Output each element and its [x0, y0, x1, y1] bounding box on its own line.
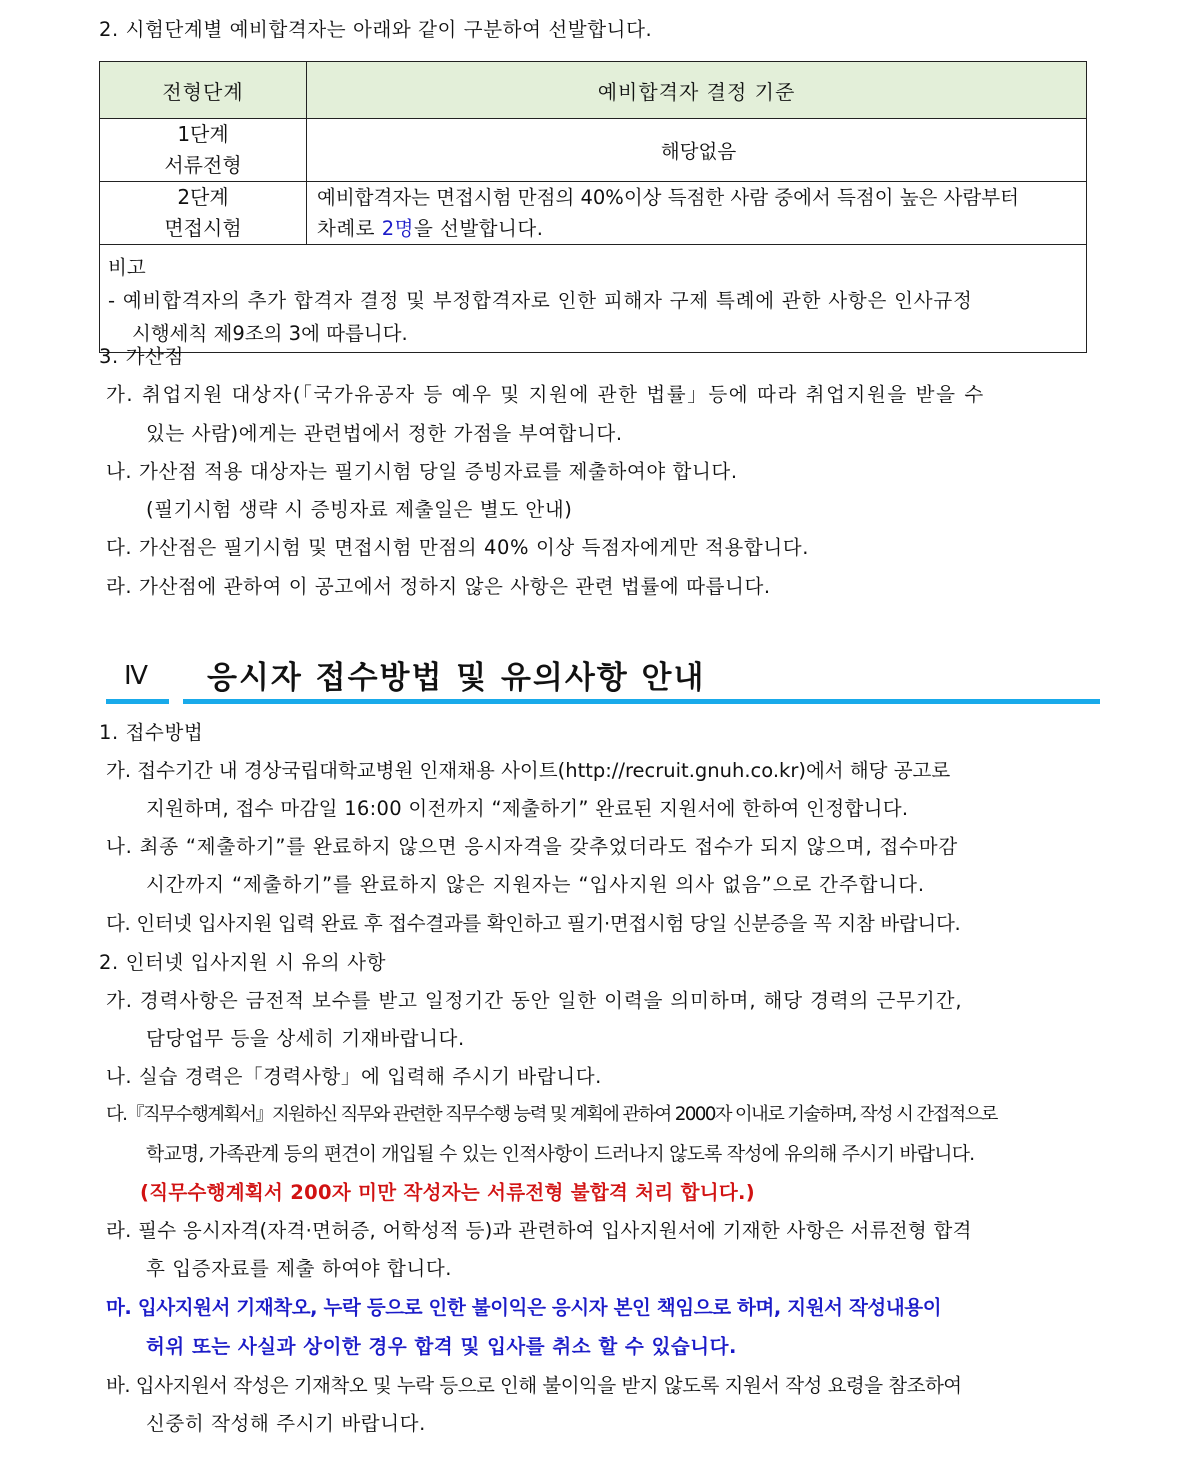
method-na-cont: 시간까지 “제출하기”를 완료하지 않은 지원자는 “입사지원 의사 없음”으로 간주합니다. — [146, 873, 925, 896]
criteria-text: 을 선발합니다. — [413, 217, 544, 240]
cautions-ma-cont: 허위 또는 사실과 상이한 경우 합격 및 입사를 취소 할 수 있습니다. — [146, 1335, 737, 1358]
table-row — [100, 119, 1087, 182]
method-heading: 1. 접수방법 — [99, 721, 204, 744]
stage-number: 2단계 — [177, 185, 229, 209]
bonus-ga: 가. 취업지원 대상자(「국가유공자 등 예우 및 지원에 관한 법률」등에 따라 취업지원을 받을 수 — [106, 383, 985, 406]
method-ga: 가. 접수기간 내 경상국립대학교병원 인재채용 사이트(http://recruit.gnuh.co.kr)에서 해당 공고로 — [106, 759, 951, 782]
stage-name: 면접시험 — [164, 216, 242, 240]
bonus-na: 나. 가산점 적용 대상자는 필기시험 당일 증빙자료를 제출하여야 합니다. — [106, 460, 738, 483]
method-na: 나. 최종 “제출하기”를 완료하지 않으면 응시자격을 갖추었더라도 접수가 되지 않으며, 접수마감 — [106, 835, 958, 858]
section-title: 응시자 접수방법 및 유의사항 안내 — [207, 660, 706, 696]
method-da: 다. 인터넷 입사지원 입력 완료 후 접수결과를 확인하고 필기·면접시험 당일 신분증을 꼭 지참 바랍니다. — [106, 912, 961, 935]
section-bar-left — [106, 699, 169, 704]
stage-number: 1단계 — [177, 122, 229, 146]
table-header-row — [100, 62, 1087, 119]
note-line: - 예비합격자의 추가 합격자 결정 및 부정합격자로 인한 피해자 구제 특례에 관한 사항은 인사규정 — [108, 289, 973, 312]
cautions-da: 다.『직무수행계획서』지원하신 직무와 관련한 직무수행 능력 및 계획에 관하여 2000자 이내로 기술하며, 작성 시 간접적으로 — [106, 1104, 997, 1125]
criteria-line: 예비합격자는 면접시험 만점의 40%이상 득점한 사람 중에서 득점이 높은 사람부터 — [317, 186, 1019, 209]
bonus-ga-cont: 있는 사람)에게는 관련법에서 정한 가점을 부여합니다. — [146, 422, 623, 445]
note-title: 비고 — [108, 256, 146, 279]
bonus-na-cont: (필기시험 생략 시 증빙자료 제출일은 별도 안내) — [146, 498, 573, 521]
cautions-da-cont: 학교명, 가족관계 등의 편견이 개입될 수 있는 인적사항이 드러나지 않도록 작성에 유의해 주시기 바랍니다. — [146, 1143, 975, 1165]
reserve-selection-heading: 2. 시험단계별 예비합격자는 아래와 같이 구분하여 선발합니다. — [99, 18, 653, 41]
header-criteria: 예비합격자 결정 기준 — [307, 62, 1087, 119]
cautions-ba-cont: 신중히 작성해 주시기 바랍니다. — [146, 1412, 426, 1435]
section-number: Ⅳ — [124, 661, 150, 691]
cautions-heading: 2. 인터넷 입사지원 시 유의 사항 — [99, 951, 387, 974]
stage-cell — [100, 182, 307, 245]
reserve-criteria-table — [99, 61, 1087, 353]
bonus-ra: 라. 가산점에 관하여 이 공고에서 정하지 않은 사항은 관련 법률에 따릅니다. — [106, 575, 771, 598]
cautions-na: 나. 실습 경력은「경력사항」에 입력해 주시기 바랍니다. — [106, 1065, 602, 1088]
cautions-ba: 바. 입사지원서 작성은 기재착오 및 누락 등으로 인해 불이익을 받지 않도록 지원서 작성 요령을 참조하여 — [106, 1374, 962, 1397]
bonus-da: 다. 가산점은 필기시험 및 면접시험 만점의 40% 이상 득점자에게만 적용합니다. — [106, 536, 810, 559]
criteria-cell: 해당없음 — [307, 119, 1087, 182]
cautions-ra: 라. 필수 응시자격(자격·면허증, 어학성적 등)과 관련하여 입사지원서에 기재한 사항은 서류전형 합격 — [106, 1219, 972, 1242]
criteria-line — [317, 213, 1080, 244]
criteria-cell — [307, 182, 1087, 245]
cautions-ga-cont: 담당업무 등을 상세히 기재바랍니다. — [146, 1027, 465, 1050]
stage-name: 서류전형 — [164, 153, 242, 177]
cautions-ma: 마. 입사지원서 기재착오, 누락 등으로 인한 불이익은 응시자 본인 책임으로 하며, 지원서 작성내용이 — [106, 1296, 942, 1319]
bonus-heading: 3. 가산점 — [99, 345, 184, 368]
cautions-ra-cont: 후 입증자료를 제출 하여야 합니다. — [146, 1257, 453, 1280]
note-row — [100, 245, 1087, 353]
note-line: 시행세칙 제9조의 3에 따릅니다. — [132, 322, 408, 345]
cautions-warning: (직무수행계획서 200자 미만 작성자는 서류전형 불합격 처리 합니다.) — [140, 1181, 755, 1204]
section-bar-right — [183, 699, 1100, 704]
method-ga-cont: 지원하며, 접수 마감일 16:00 이전까지 “제출하기” 완료된 지원서에 한하여 인정합니다. — [146, 797, 909, 820]
cautions-ga: 가. 경력사항은 금전적 보수를 받고 일정기간 동안 일한 이력을 의미하며, 해당 경력의 근무기간, — [106, 989, 963, 1012]
note-cell — [100, 245, 1087, 353]
stage-cell — [100, 119, 307, 182]
highlight-count: 2명 — [381, 217, 414, 240]
header-stage: 전형단계 — [100, 62, 307, 119]
criteria-text: 차례로 — [317, 217, 382, 240]
table-row — [100, 182, 1087, 245]
